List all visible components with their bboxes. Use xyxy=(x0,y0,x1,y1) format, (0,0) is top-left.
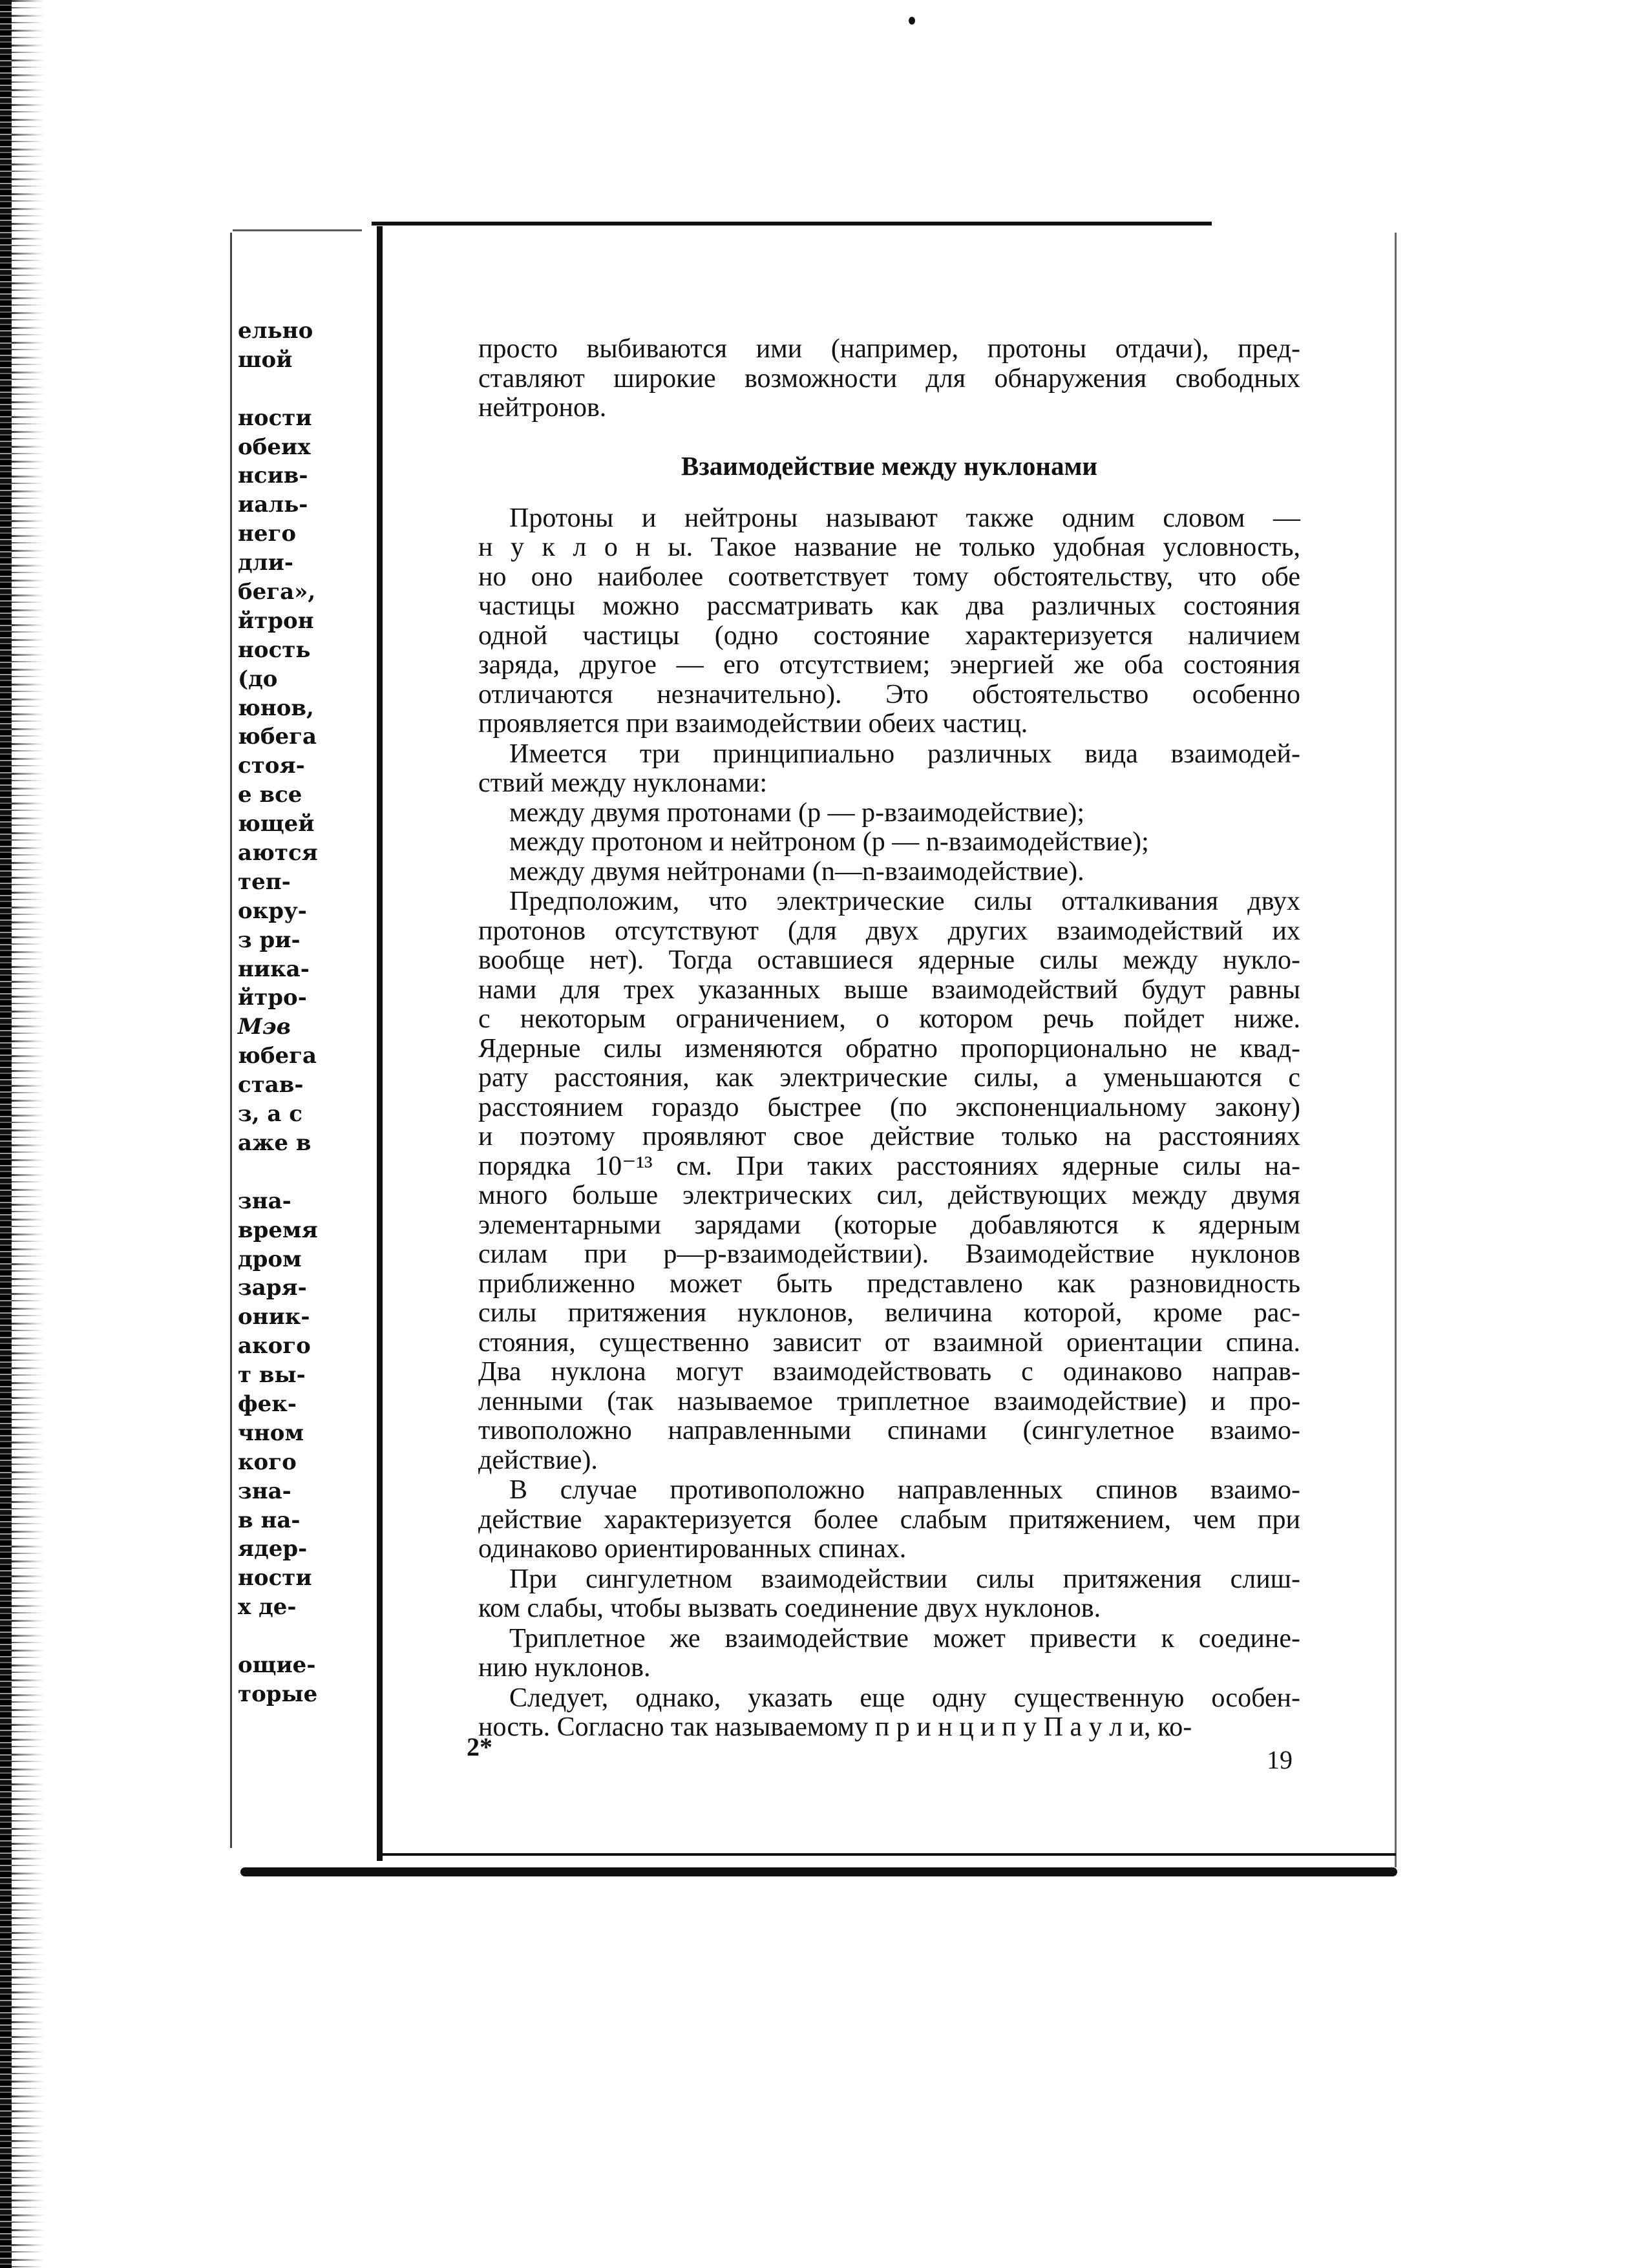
text-line: действие характеризуется более слабым притяжением, чем при xyxy=(478,1504,1300,1535)
list-item: между двумя протонами (p — p-взаимодействие); xyxy=(509,797,1085,828)
text-line: ленными (так называемое триплетное взаимодействие) и про- xyxy=(478,1386,1300,1416)
left-fragment-line: ность xyxy=(238,636,311,663)
signature-mark: 2* xyxy=(467,1732,492,1761)
text-line: н у к л о н ы. Такое название не только удобная условность, xyxy=(478,532,1300,562)
text-line: Триплетное же взаимодействие может привести к соедине- xyxy=(509,1623,1300,1654)
left-fragment-line: (до xyxy=(238,666,278,692)
left-fragment-line: аже в xyxy=(238,1129,312,1156)
left-fragment-line: стоя- xyxy=(238,753,305,779)
left-fragment-line: бега», xyxy=(238,579,316,605)
text-line: одинаково ориентированных спинах. xyxy=(478,1534,907,1564)
left-fragment-line: шой xyxy=(238,346,293,373)
paragraph xyxy=(478,1565,1300,1624)
text-line: ствий между нуклонами: xyxy=(478,768,768,798)
text-line: силам при p—p-взаимодействии). Взаимодействие нуклонов xyxy=(478,1239,1300,1269)
left-fragment-line: ности xyxy=(238,1565,312,1591)
list-item: между протоном и нейтроном (p — n-взаимодействие); xyxy=(509,827,1149,857)
paragraph xyxy=(478,1624,1300,1683)
page-body xyxy=(478,335,1300,1743)
left-fragment-line: ельно xyxy=(238,318,313,344)
text-line: порядка 10⁻¹³ см. При таких расстояниях ядерные силы на- xyxy=(478,1151,1300,1181)
text-line: но оно наиболее соответствует тому обстоятельству, что обе xyxy=(478,562,1300,592)
left-fragment-line: йтро- xyxy=(238,985,307,1011)
right-page-edge xyxy=(1395,233,1397,1867)
left-fragment-line: юбега xyxy=(238,724,317,750)
text-line: вообще нет). Тогда оставшиеся ядерные силы между нукло- xyxy=(478,945,1300,975)
text-line: ставляют широкие возможности для обнаружения свободных xyxy=(478,363,1300,394)
left-fragment-line: него xyxy=(238,521,297,547)
left-fragment-line: обеих xyxy=(238,434,311,460)
left-fragment-line: теп- xyxy=(238,868,291,895)
left-fragment-line: ности xyxy=(238,404,312,431)
text-line: с некоторым ограничением, о котором речь пойдет ниже. xyxy=(478,1004,1300,1034)
left-fragment-line: чном xyxy=(238,1420,304,1446)
scan-speck xyxy=(909,17,915,25)
scan-edge-noise-dark xyxy=(0,0,12,2268)
spine-line xyxy=(377,226,383,1861)
text-line: расстоянием гораздо быстрее (по экспоненциальному закону) xyxy=(478,1092,1300,1122)
text-line: отличаются незначительно). Это обстоятельство особенно xyxy=(478,679,1300,709)
text-line: Ядерные силы изменяются обратно пропорционально не квад- xyxy=(478,1033,1300,1064)
text-line: рату расстояния, как электрические силы, а уменьшаются с xyxy=(478,1063,1300,1093)
text-line: одной частицы (одно состояние характеризуется наличием xyxy=(478,620,1300,651)
paragraph xyxy=(478,1684,1300,1743)
paragraph xyxy=(478,740,1300,799)
text-line: нами для трех указанных выше взаимодействий будут равны xyxy=(478,974,1300,1005)
text-line: Предположим, что электрические силы отталкивания двух xyxy=(509,887,1300,916)
list-item: между двумя нейтронами (n—n-взаимодействие). xyxy=(509,856,1084,887)
left-fragment-line: зна- xyxy=(238,1188,291,1214)
left-fragment-line: торые xyxy=(238,1681,318,1707)
paragraph xyxy=(478,504,1300,739)
left-fragment-line: юнов, xyxy=(238,695,314,721)
intro-paragraph xyxy=(478,335,1300,423)
text-line: ность. Согласно так называемому п р и н ц и п у П а у л и, ко- xyxy=(478,1712,1192,1742)
paragraph xyxy=(478,887,1300,1475)
left-fragment-line: Мэв xyxy=(238,1014,291,1040)
left-fragment-line: х де- xyxy=(238,1594,297,1621)
bottom-rule-thin xyxy=(381,1853,1396,1856)
section-heading: Взаимодействие между нуклонами xyxy=(681,450,1098,481)
left-fragment-line: оник- xyxy=(238,1304,310,1330)
text-line: элементарными зарядами (которые добавляются к ядерным xyxy=(478,1210,1300,1240)
page-number: 19 xyxy=(1267,1745,1293,1774)
left-fragment-line: е все xyxy=(238,782,302,808)
left-fragment-line xyxy=(238,375,309,404)
left-fragment-line: фек- xyxy=(238,1391,297,1417)
text-line: Два нуклона могут взаимодействовать с одинаково направ- xyxy=(478,1357,1300,1387)
left-fragment-line: акого xyxy=(238,1333,311,1360)
left-fragment-line xyxy=(238,1158,309,1187)
paragraphs xyxy=(478,504,1300,799)
left-fragment-line: зна- xyxy=(238,1478,291,1504)
text-line: В случае противоположно направленных спинов взаимо- xyxy=(509,1475,1300,1505)
left-fragment-line: став- xyxy=(238,1072,304,1098)
text-line: частицы можно рассматривать как два различных состояния xyxy=(478,591,1300,621)
text-line: силы притяжения нуклонов, величина которой, кроме рас- xyxy=(478,1298,1300,1328)
text-line: заряда, другое — его отсутствием; энергией же оба состояния xyxy=(478,650,1300,680)
text-line: приближенно может быть представлено как разновидность xyxy=(478,1268,1300,1299)
text-line: нейтронов. xyxy=(478,393,607,423)
left-page-fragments xyxy=(238,317,318,1709)
text-line: стояния, существенно зависит от взаимной ориентации спина. xyxy=(478,1327,1300,1358)
left-fragment-line: ющей xyxy=(238,811,315,837)
text-line: Имеется три принципиально различных вида взаимодей- xyxy=(509,739,1300,769)
text-line: протонов отсутствуют (для двух других взаимодействий их xyxy=(478,916,1300,946)
text-line: нию нуклонов. xyxy=(478,1653,651,1683)
top-rule-left xyxy=(233,229,362,231)
left-fragment-line: иаль- xyxy=(238,492,308,518)
left-fragment-line: ощие- xyxy=(238,1652,316,1678)
left-fragment-line: юбега xyxy=(238,1043,317,1069)
left-fragment-line: ника- xyxy=(238,956,310,982)
left-fragment-line: время xyxy=(238,1217,318,1243)
left-fragment-line xyxy=(238,1622,309,1651)
left-fragment-line: кого xyxy=(238,1449,297,1475)
left-fragment-line: аются xyxy=(238,840,318,866)
text-line: тивоположно направленными спинами (сингулетное взаимо- xyxy=(478,1416,1300,1445)
text-line: проявляется при взаимодействии обеих частиц. xyxy=(478,709,1028,739)
left-page-edge xyxy=(230,233,232,1848)
left-fragment-line: в на- xyxy=(238,1507,301,1533)
text-line: просто выбиваются ими (например, протоны отдачи), пред- xyxy=(478,334,1300,364)
left-fragment-line: ядер- xyxy=(238,1536,308,1562)
interaction-list xyxy=(478,799,1300,887)
text-line: При сингулетном взаимодействии силы притяжения слиш- xyxy=(509,1564,1300,1594)
top-rule xyxy=(372,222,1212,226)
left-fragment-line: заря- xyxy=(238,1275,307,1301)
left-fragment-line: нсив- xyxy=(238,463,308,489)
left-fragment-line: дли- xyxy=(238,550,293,576)
text-line: действие). xyxy=(478,1445,598,1475)
left-fragment-line: йтрон xyxy=(238,607,314,634)
paragraph xyxy=(478,1476,1300,1564)
text-line: Следует, однако, указать еще одну существенную особен- xyxy=(509,1683,1300,1713)
text-line: много больше электрических сил, действующих между двумя xyxy=(478,1181,1300,1210)
text-line: Протоны и нейтроны называют также одним словом — xyxy=(509,503,1300,533)
left-fragment-line: з ри- xyxy=(238,927,301,953)
paragraphs-after-list xyxy=(478,887,1300,1743)
left-fragment-line: дром xyxy=(238,1246,302,1272)
bottom-rule xyxy=(240,1867,1397,1876)
left-fragment-line: з, а с xyxy=(238,1101,302,1128)
left-fragment-line: окру- xyxy=(238,898,307,924)
text-line: ком слабы, чтобы вызвать соединение двух нуклонов. xyxy=(478,1593,1101,1623)
left-fragment-line: т вы- xyxy=(238,1362,306,1389)
text-line: и поэтому проявляют свое действие только на расстояниях xyxy=(478,1122,1300,1151)
